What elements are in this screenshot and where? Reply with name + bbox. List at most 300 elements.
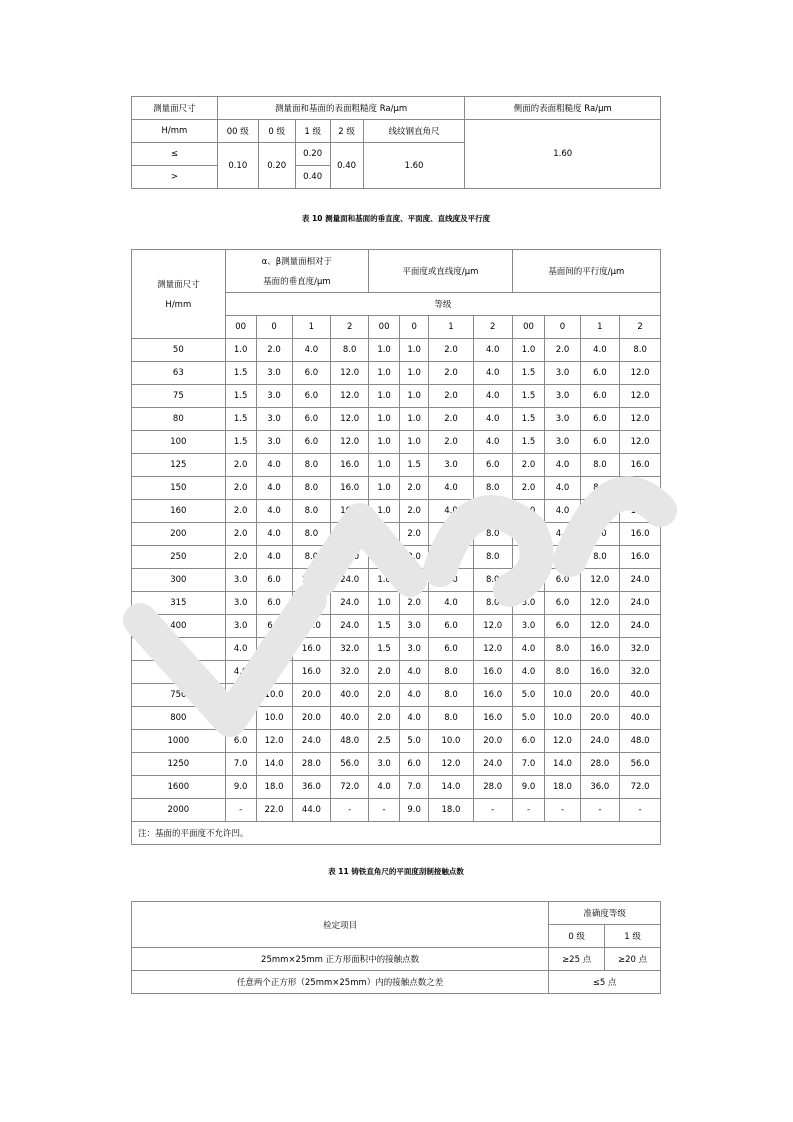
value-cell: 2.0 xyxy=(225,500,256,523)
value-0: 0.20 xyxy=(258,143,295,189)
size-cell: 250 xyxy=(132,546,226,569)
value-cell: 2.0 xyxy=(429,431,474,454)
value-cell: 44.0 xyxy=(292,799,331,822)
value-cell: 3.0 xyxy=(545,362,580,385)
value-cell: 8.0 xyxy=(580,454,620,477)
value-cell: 2.0 xyxy=(429,385,474,408)
value-cell: 2.0 xyxy=(400,569,429,592)
value-cell: 5.0 xyxy=(225,684,256,707)
value-cell: - xyxy=(512,799,545,822)
value-cell: 10.0 xyxy=(256,707,292,730)
value-cell: 20.0 xyxy=(473,730,512,753)
value-cell: 4.0 xyxy=(400,707,429,730)
value-cell: 28.0 xyxy=(292,753,331,776)
value-1-gt: 0.40 xyxy=(295,166,330,189)
value-cell: 4.0 xyxy=(429,477,474,500)
value-00: 0.10 xyxy=(217,143,258,189)
value-cell: 7.0 xyxy=(512,753,545,776)
value-cell: 8.0 xyxy=(473,523,512,546)
value-cell: 8.0 xyxy=(256,638,292,661)
value-cell: 8.0 xyxy=(580,477,620,500)
table11-caption: 表 11 铸铁直角尺的平面度刮制接触点数 xyxy=(328,867,464,876)
value-cell: 2.0 xyxy=(429,362,474,385)
value-cell: 1.0 xyxy=(400,431,429,454)
size-cell: 80 xyxy=(132,408,226,431)
value-cell: 40.0 xyxy=(620,684,661,707)
value-cell: 4.0 xyxy=(400,684,429,707)
size-cell: 2000 xyxy=(132,799,226,822)
value-cell: 5.0 xyxy=(512,707,545,730)
value-cell: 1.5 xyxy=(400,454,429,477)
value-cell: 1.5 xyxy=(512,431,545,454)
value-cell: 6.0 xyxy=(512,730,545,753)
value-cell: 3.0 xyxy=(400,638,429,661)
surface-roughness-table xyxy=(131,96,661,189)
value-cell: 28.0 xyxy=(580,753,620,776)
size-cell: 75 xyxy=(132,385,226,408)
value-cell: 12.0 xyxy=(620,385,661,408)
value-cell: 36.0 xyxy=(580,776,620,799)
value-cell: 8.0 xyxy=(473,500,512,523)
value-cell: 1.0 xyxy=(369,569,400,592)
value-cell: 2.0 xyxy=(369,661,400,684)
header-parallelism: 基面间的平行度/μm xyxy=(512,250,660,293)
value-cell: 1.0 xyxy=(400,339,429,362)
value-cell: 24.0 xyxy=(331,569,369,592)
value-cell: 28.0 xyxy=(473,776,512,799)
value-cell: 48.0 xyxy=(331,730,369,753)
value-cell: 16.0 xyxy=(473,661,512,684)
value-cell: 16.0 xyxy=(292,661,331,684)
value-cell: 2.0 xyxy=(400,523,429,546)
value-cell: 4.0 xyxy=(512,638,545,661)
value-cell: 8.0 xyxy=(545,638,580,661)
value-cell: 16.0 xyxy=(473,684,512,707)
size-cell: 1000 xyxy=(132,730,226,753)
value-cell: 1.0 xyxy=(369,431,400,454)
value-cell: 4.0 xyxy=(429,592,474,615)
value-cell: 24.0 xyxy=(620,592,661,615)
value-cell: 2.0 xyxy=(256,339,292,362)
value-cell: 5.0 xyxy=(225,707,256,730)
value-cell: 36.0 xyxy=(292,776,331,799)
value-cell: 4.0 xyxy=(429,569,474,592)
table-row xyxy=(132,385,661,408)
value-cell: 3.0 xyxy=(256,385,292,408)
value-cell: 12.0 xyxy=(331,431,369,454)
value-cell: 5.0 xyxy=(512,684,545,707)
value-cell: 3.0 xyxy=(400,615,429,638)
size-cell: 125 xyxy=(132,454,226,477)
value-cell: 22.0 xyxy=(256,799,292,822)
grade-line-square: 线纹钢直角尺 xyxy=(363,120,465,143)
value-cell: 24.0 xyxy=(620,615,661,638)
value-cell: - xyxy=(473,799,512,822)
value-cell: 1.5 xyxy=(369,615,400,638)
row1-label: 25mm×25mm 正方形面积中的接触点数 xyxy=(132,948,549,971)
grade-col-11: 2 xyxy=(620,316,661,339)
value-cell: - xyxy=(580,799,620,822)
value-cell: 4.0 xyxy=(473,385,512,408)
value-cell: 6.0 xyxy=(545,615,580,638)
value-cell: 32.0 xyxy=(620,661,661,684)
value-cell: 3.0 xyxy=(545,408,580,431)
value-cell: 8.0 xyxy=(473,592,512,615)
value-cell: 2.0 xyxy=(545,339,580,362)
value-cell: 24.0 xyxy=(580,730,620,753)
value-cell: 3.0 xyxy=(256,431,292,454)
value-cell: 4.0 xyxy=(369,776,400,799)
value-cell: 6.0 xyxy=(256,615,292,638)
header-size-label: 测量面尺寸 xyxy=(157,280,200,290)
value-cell: 1.5 xyxy=(512,362,545,385)
value-cell: 8.0 xyxy=(256,661,292,684)
value-cell: 4.0 xyxy=(429,546,474,569)
value-cell: 8.0 xyxy=(429,707,474,730)
table-row xyxy=(132,546,661,569)
grade-0: 0 级 xyxy=(258,120,295,143)
value-cell: - xyxy=(369,799,400,822)
value-cell: 1.5 xyxy=(225,362,256,385)
value-cell: 4.0 xyxy=(225,638,256,661)
value-cell: 2.0 xyxy=(369,684,400,707)
table-row xyxy=(132,684,661,707)
value-cell: 8.0 xyxy=(580,546,620,569)
table-row xyxy=(132,339,661,362)
value-cell: 12.0 xyxy=(331,362,369,385)
value-cell: 16.0 xyxy=(331,500,369,523)
value-cell: 16.0 xyxy=(331,477,369,500)
value-cell: 9.0 xyxy=(512,776,545,799)
value-cell: 16.0 xyxy=(473,707,512,730)
value-cell: 2.0 xyxy=(225,546,256,569)
value-cell: 6.0 xyxy=(292,408,331,431)
value-cell: 8.0 xyxy=(580,500,620,523)
flatness-table xyxy=(131,249,661,845)
value-cell: 10.0 xyxy=(429,730,474,753)
size-cell: 1250 xyxy=(132,753,226,776)
value-cell: 4.0 xyxy=(473,339,512,362)
value-cell: 1.0 xyxy=(369,339,400,362)
value-cell: 8.0 xyxy=(292,500,331,523)
value-cell: 12.0 xyxy=(292,615,331,638)
value-cell: 1.0 xyxy=(400,408,429,431)
value-cell: - xyxy=(620,799,661,822)
size-cell: 100 xyxy=(132,431,226,454)
value-cell: 16.0 xyxy=(331,523,369,546)
value-cell: 4.0 xyxy=(292,339,331,362)
header-grade: 等级 xyxy=(225,293,660,316)
value-cell: 6.0 xyxy=(400,753,429,776)
value-cell: 3.0 xyxy=(256,362,292,385)
value-cell: 1.5 xyxy=(225,431,256,454)
value-cell: 2.0 xyxy=(400,592,429,615)
value-cell: 18.0 xyxy=(429,799,474,822)
value-cell: 4.0 xyxy=(225,661,256,684)
value-cell: 12.0 xyxy=(256,730,292,753)
value-cell: 6.0 xyxy=(580,362,620,385)
grade-col-5: 0 xyxy=(400,316,429,339)
size-cell: 630 xyxy=(132,661,226,684)
value-cell: 8.0 xyxy=(473,546,512,569)
value-cell: 12.0 xyxy=(545,730,580,753)
grade-col-9: 0 xyxy=(545,316,580,339)
value-cell: 8.0 xyxy=(292,523,331,546)
value-cell: 1.0 xyxy=(400,385,429,408)
value-1-le: 0.20 xyxy=(295,143,330,166)
value-cell: 7.0 xyxy=(400,776,429,799)
value-cell: 2.0 xyxy=(512,454,545,477)
value-cell: 20.0 xyxy=(292,684,331,707)
value-cell: 2.0 xyxy=(429,339,474,362)
value-cell: 4.0 xyxy=(545,523,580,546)
header-perp-line1: α、β测量面相对于 xyxy=(261,257,333,267)
value-cell: 12.0 xyxy=(620,408,661,431)
grade-2: 2 级 xyxy=(330,120,363,143)
value-cell: 40.0 xyxy=(331,684,369,707)
value-cell: 56.0 xyxy=(331,753,369,776)
grade-col-2: 1 xyxy=(292,316,331,339)
value-cell: 16.0 xyxy=(620,500,661,523)
table10-caption: 表 10 测量面和基面的垂直度、平面度、直线度及平行度 xyxy=(301,214,491,223)
value-cell: 16.0 xyxy=(580,661,620,684)
value-cell: 8.0 xyxy=(292,454,331,477)
value-cell: 9.0 xyxy=(225,776,256,799)
value-cell: 8.0 xyxy=(292,477,331,500)
size-cell: 63 xyxy=(132,362,226,385)
header-unit: H/mm xyxy=(132,120,218,143)
value-cell: 3.0 xyxy=(512,615,545,638)
value-cell: 40.0 xyxy=(620,707,661,730)
value-cell: 1.0 xyxy=(369,362,400,385)
value-cell: 12.0 xyxy=(292,592,331,615)
value-cell: - xyxy=(545,799,580,822)
value-cell: 2.0 xyxy=(512,477,545,500)
value-cell: 1.0 xyxy=(369,500,400,523)
value-cell: 1.0 xyxy=(369,592,400,615)
header-measuring-roughness: 测量面和基面的表面粗糙度 Ra/μm xyxy=(217,97,465,120)
value-cell: 3.0 xyxy=(256,408,292,431)
value-cell: 1.5 xyxy=(225,385,256,408)
value-cell: - xyxy=(225,799,256,822)
value-cell: 2.0 xyxy=(512,523,545,546)
value-cell: 4.0 xyxy=(512,661,545,684)
value-cell: 72.0 xyxy=(620,776,661,799)
gt-label: > xyxy=(132,166,218,189)
value-cell: 20.0 xyxy=(580,684,620,707)
value-cell: 1.5 xyxy=(369,638,400,661)
size-cell: 750 xyxy=(132,684,226,707)
value-cell: 2.0 xyxy=(512,500,545,523)
size-cell: 50 xyxy=(132,339,226,362)
value-cell: 4.0 xyxy=(545,454,580,477)
value-cell: 2.0 xyxy=(225,454,256,477)
table-row xyxy=(132,569,661,592)
value-cell: 3.0 xyxy=(429,454,474,477)
header-size xyxy=(132,250,226,339)
table-note: 注：基面的平面度不允许凹。 xyxy=(132,822,661,845)
value-cell: 6.0 xyxy=(473,454,512,477)
value-cell: 16.0 xyxy=(292,638,331,661)
header-flatness: 平面度或直线度/μm xyxy=(369,250,513,293)
grade-col-6: 1 xyxy=(429,316,474,339)
value-cell: 4.0 xyxy=(580,339,620,362)
note-row xyxy=(132,822,661,845)
row1-value-1: ≥20 点 xyxy=(605,948,661,971)
value-cell: 24.0 xyxy=(620,569,661,592)
table-row xyxy=(132,638,661,661)
value-cell: 8.0 xyxy=(429,661,474,684)
value-cell: 8.0 xyxy=(620,339,661,362)
value-cell: 3.0 xyxy=(545,385,580,408)
value-cell: 2.0 xyxy=(369,707,400,730)
value-cell: 6.0 xyxy=(256,592,292,615)
value-cell: 8.0 xyxy=(580,523,620,546)
value-cell: 4.0 xyxy=(256,546,292,569)
value-cell: 12.0 xyxy=(473,638,512,661)
header-item: 检定项目 xyxy=(132,902,549,948)
value-cell: 32.0 xyxy=(331,661,369,684)
grade-col-1: 0 xyxy=(256,316,292,339)
value-cell: 2.0 xyxy=(400,500,429,523)
value-cell: 4.0 xyxy=(473,408,512,431)
value-cell: 3.0 xyxy=(545,431,580,454)
table-row xyxy=(132,408,661,431)
grade-col-10: 1 xyxy=(580,316,620,339)
value-cell: 3.0 xyxy=(225,569,256,592)
value-cell: 2.0 xyxy=(225,523,256,546)
value-cell: 6.0 xyxy=(292,385,331,408)
table-row xyxy=(132,362,661,385)
grade-col-7: 2 xyxy=(473,316,512,339)
table-row xyxy=(132,707,661,730)
value-cell: 1.0 xyxy=(369,477,400,500)
table-row xyxy=(132,523,661,546)
table-row xyxy=(132,615,661,638)
header-accuracy: 准确度等级 xyxy=(549,902,661,925)
value-cell: 4.0 xyxy=(429,523,474,546)
value-cell: 8.0 xyxy=(331,339,369,362)
value-cell: 16.0 xyxy=(331,454,369,477)
value-cell: 5.0 xyxy=(400,730,429,753)
value-cell: 24.0 xyxy=(331,615,369,638)
table-row xyxy=(132,454,661,477)
header-perp-line2: 基面的垂直度/μm xyxy=(263,277,331,287)
value-cell: 12.0 xyxy=(620,431,661,454)
table-row xyxy=(132,753,661,776)
value-cell: 18.0 xyxy=(256,776,292,799)
size-cell: 200 xyxy=(132,523,226,546)
header-side-roughness: 侧面的表面粗糙度 Ra/μm xyxy=(465,97,661,120)
value-cell: 24.0 xyxy=(331,592,369,615)
value-cell: 4.0 xyxy=(256,454,292,477)
table-row xyxy=(132,592,661,615)
size-cell: 150 xyxy=(132,477,226,500)
value-cell: 4.0 xyxy=(545,546,580,569)
value-cell: 12.0 xyxy=(429,753,474,776)
size-cell: 400 xyxy=(132,615,226,638)
side-roughness-value: 1.60 xyxy=(465,120,661,189)
value-cell: 12.0 xyxy=(292,569,331,592)
value-cell: 6.0 xyxy=(256,569,292,592)
size-cell: 1600 xyxy=(132,776,226,799)
row1-value-0: ≥25 点 xyxy=(549,948,605,971)
value-cell: 1.0 xyxy=(225,339,256,362)
value-cell: 6.0 xyxy=(580,385,620,408)
value-cell: 16.0 xyxy=(620,477,661,500)
value-cell: - xyxy=(331,799,369,822)
value-2: 0.40 xyxy=(330,143,363,189)
row2-value: ≤5 点 xyxy=(549,971,661,994)
grade-00: 00 级 xyxy=(217,120,258,143)
value-cell: 12.0 xyxy=(331,408,369,431)
value-cell: 1.0 xyxy=(369,408,400,431)
value-cell: 4.0 xyxy=(545,500,580,523)
value-cell: 10.0 xyxy=(256,684,292,707)
value-cell: 3.0 xyxy=(512,569,545,592)
size-cell: 315 xyxy=(132,592,226,615)
table-row xyxy=(132,776,661,799)
grade-1: 1 级 xyxy=(605,925,661,948)
value-cell: 6.0 xyxy=(292,362,331,385)
grade-1: 1 级 xyxy=(295,120,330,143)
value-cell: 4.0 xyxy=(429,500,474,523)
value-cell: 6.0 xyxy=(580,431,620,454)
value-cell: 6.0 xyxy=(429,638,474,661)
value-cell: 72.0 xyxy=(331,776,369,799)
le-label: ≤ xyxy=(132,143,218,166)
value-cell: 2.0 xyxy=(400,477,429,500)
size-cell: 500 xyxy=(132,638,226,661)
grade-0: 0 级 xyxy=(549,925,605,948)
value-cell: 6.0 xyxy=(545,569,580,592)
value-cell: 20.0 xyxy=(292,707,331,730)
value-cell: 14.0 xyxy=(545,753,580,776)
value-cell: 20.0 xyxy=(580,707,620,730)
header-size: 测量面尺寸 xyxy=(132,97,218,120)
value-cell: 6.0 xyxy=(580,408,620,431)
table-row xyxy=(132,730,661,753)
value-cell: 4.0 xyxy=(256,500,292,523)
value-cell: 1.0 xyxy=(369,523,400,546)
value-cell: 2.0 xyxy=(429,408,474,431)
header-perpendicularity xyxy=(225,250,368,293)
table-row xyxy=(132,477,661,500)
value-cell: 1.0 xyxy=(512,339,545,362)
table-row xyxy=(132,799,661,822)
value-cell: 3.0 xyxy=(225,615,256,638)
grade-col-8: 00 xyxy=(512,316,545,339)
value-cell: 32.0 xyxy=(620,638,661,661)
value-cell: 4.0 xyxy=(545,477,580,500)
value-cell: 12.0 xyxy=(473,615,512,638)
value-cell: 40.0 xyxy=(331,707,369,730)
value-cell: 4.0 xyxy=(400,661,429,684)
grade-col-4: 00 xyxy=(369,316,400,339)
value-cell: 12.0 xyxy=(331,385,369,408)
value-cell: 4.0 xyxy=(473,431,512,454)
value-cell: 4.0 xyxy=(473,362,512,385)
table-row xyxy=(132,500,661,523)
row2-label: 任意两个正方形（25mm×25mm）内的接触点数之差 xyxy=(132,971,549,994)
value-cell: 16.0 xyxy=(580,638,620,661)
value-cell: 12.0 xyxy=(580,592,620,615)
value-cell: 1.0 xyxy=(369,546,400,569)
value-line-square: 1.60 xyxy=(363,143,465,189)
value-cell: 1.5 xyxy=(512,385,545,408)
value-cell: 24.0 xyxy=(473,753,512,776)
grade-col-3: 2 xyxy=(331,316,369,339)
